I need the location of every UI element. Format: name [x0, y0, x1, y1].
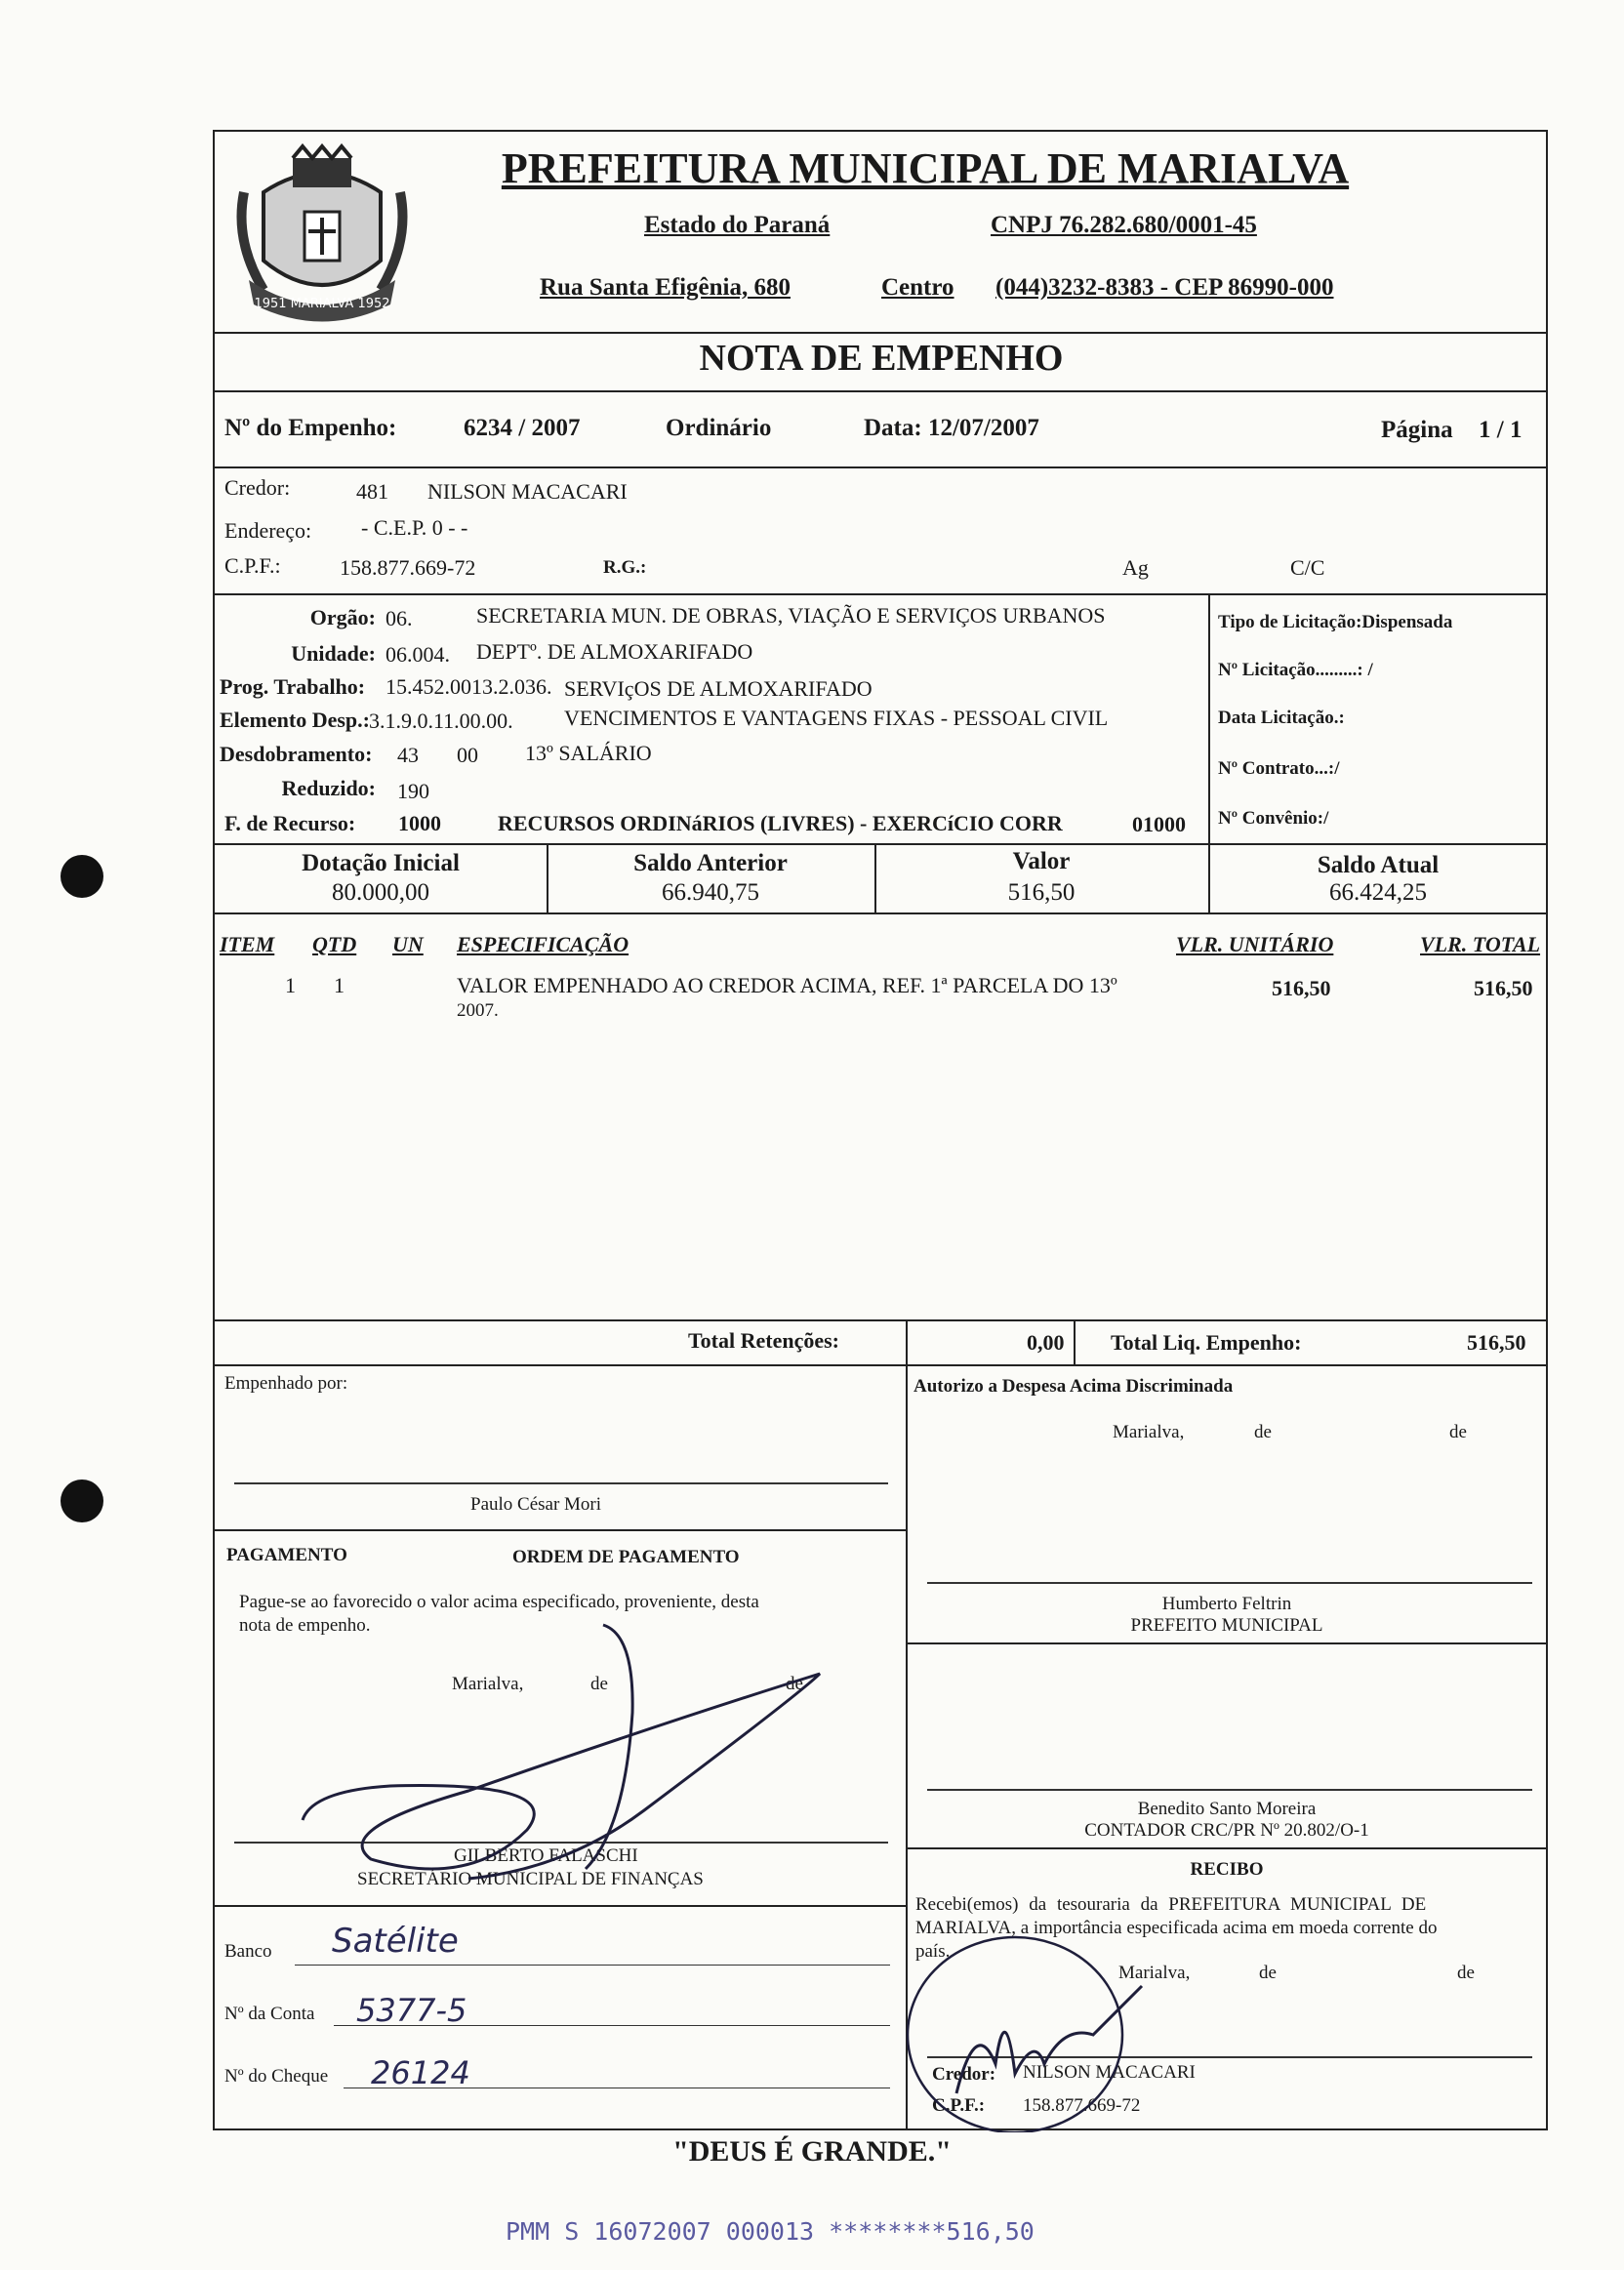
address-label: Endereço: — [224, 518, 312, 543]
cpf-value: 158.877.669-72 — [340, 555, 476, 580]
cpf-label: C.P.F.: — [224, 553, 281, 578]
recibo-de2: de — [1457, 1963, 1475, 1983]
col-total: VLR. TOTAL — [1420, 932, 1541, 956]
cheque-label: Nº do Cheque — [224, 2066, 329, 2087]
col-qtd: QTD — [312, 932, 357, 956]
pagamento-place: Marialva, — [452, 1674, 524, 1694]
recibo-line1: Recebi(emos) da tesouraria da PREFEITURA MUNICIPAL DE — [915, 1894, 1427, 1915]
row-spec-line2: 2007. — [457, 1000, 499, 1021]
row-total: 516,50 — [1474, 976, 1533, 1000]
liq-empenho-value: 516,50 — [1467, 1330, 1526, 1355]
recibo-de1: de — [1259, 1963, 1277, 1983]
autorizo-de2: de — [1449, 1422, 1467, 1442]
elemento-name: VENCIMENTOS E VANTAGENS FIXAS - PESSOAL CIVIL — [564, 706, 1109, 730]
credor-code: 481 — [356, 479, 388, 504]
row-qtd: 1 — [334, 973, 345, 997]
autorizo-place: Marialva, — [1113, 1422, 1185, 1442]
prog-code: 15.452.0013.2.036. — [386, 674, 552, 699]
pagamento-text-line2: nota de empenho. — [239, 1615, 371, 1636]
orgao-label: Orgão: — [309, 605, 376, 629]
recibo-place: Marialva, — [1118, 1963, 1191, 1983]
banco-value: Satélite — [332, 1922, 459, 1961]
licitacao-numero: Nº Licitação.........: / — [1218, 660, 1373, 680]
saldo-atual-value: 66.424,25 — [1329, 879, 1427, 906]
recibo-cpf-label: C.P.F.: — [932, 2095, 986, 2116]
pagamento-text-line1: Pague-se ao favorecido o valor acima especificado, proveniente, desta — [239, 1592, 759, 1612]
ordem-pagamento-label: ORDEM DE PAGAMENTO — [512, 1547, 740, 1567]
reduzido-label: Reduzido: — [281, 776, 376, 800]
empenho-type: Ordinário — [666, 415, 772, 441]
col-unit-price: VLR. UNITÁRIO — [1176, 932, 1334, 956]
valor-value: 516,50 — [1007, 879, 1076, 906]
desdobramento-a: 43 — [397, 743, 419, 767]
recibo-line2: MARIALVA, a importância especificada acima em moeda corrente do — [915, 1918, 1438, 1938]
recibo-cpf-value: 158.877.669-72 — [1023, 2095, 1141, 2116]
recibo-credor-name: NILSON MACACARI — [1023, 2062, 1196, 2083]
page-number: 1 / 1 — [1479, 417, 1522, 443]
recurso-code: 1000 — [398, 811, 441, 835]
punch-hole — [61, 855, 103, 898]
payment-stamp: PMM S 16072007 000013 ********516,50 — [506, 2217, 1035, 2246]
prefeito-name: Humberto Feltrin — [1161, 1594, 1292, 1614]
street-label: Rua Santa Efigênia, 680 — [540, 274, 791, 301]
page-label: Página — [1381, 417, 1453, 443]
recibo-line3: país. — [915, 1941, 951, 1962]
secretario-signature-icon — [273, 1576, 859, 1898]
empenho-number-label: Nº do Empenho: — [224, 415, 397, 441]
conta-value: 5377-5 — [356, 1992, 467, 2029]
punch-hole — [61, 1480, 103, 1522]
row-spec-line1: VALOR EMPENHADO AO CREDOR ACIMA, REF. 1ª PARCELA DO 13º — [457, 973, 1117, 997]
pagamento-label: PAGAMENTO — [226, 1545, 347, 1565]
unidade-code: 06.004. — [386, 642, 450, 667]
unidade-label: Unidade: — [291, 641, 376, 666]
conta-label: Nº da Conta — [224, 2004, 315, 2024]
banco-label: Banco — [224, 1941, 272, 1962]
district-label: Centro — [881, 274, 954, 301]
liq-empenho-label: Total Liq. Empenho: — [1111, 1330, 1302, 1355]
cnpj-label: CNPJ 76.282.680/0001-45 — [991, 212, 1257, 238]
desdobramento-label: Desdobramento: — [220, 742, 373, 766]
recibo-label: RECIBO — [1190, 1859, 1264, 1880]
retencoes-label: Total Retenções: — [688, 1328, 839, 1353]
desdobramento-b: 00 — [457, 743, 478, 767]
secretario-name: GILBERTO FALASCHI — [454, 1845, 638, 1866]
document-title: NOTA DE EMPENHO — [699, 338, 1064, 379]
cheque-value: 26124 — [371, 2054, 470, 2091]
contador-name: Benedito Santo Moreira — [1137, 1799, 1317, 1819]
convenio-numero: Nº Convênio:/ — [1218, 808, 1329, 829]
credor-name: NILSON MACACARI — [427, 479, 628, 504]
valor-label: Valor — [1012, 848, 1071, 874]
rg-label: R.G.: — [603, 557, 647, 578]
page-title: PREFEITURA MUNICIPAL DE MARIALVA — [501, 144, 1350, 192]
pagamento-de2: de — [786, 1674, 803, 1694]
unidade-name: DEPTº. DE ALMOXARIFADO — [476, 639, 753, 664]
orgao-name: SECRETARIA MUN. DE OBRAS, VIAÇÃO E SERVIÇOS URBANOS — [476, 603, 1106, 628]
recurso-extra: 01000 — [1132, 812, 1186, 836]
prog-label: Prog. Trabalho: — [220, 674, 366, 699]
dotacao-label: Dotação Inicial — [302, 850, 460, 876]
col-item: ITEM — [220, 932, 275, 956]
saldo-anterior-label: Saldo Anterior — [633, 850, 788, 876]
autorizo-de1: de — [1254, 1422, 1272, 1442]
contrato-numero: Nº Contrato...:/ — [1218, 758, 1340, 779]
recurso-label: F. de Recurso: — [224, 811, 356, 835]
elemento-code: 3.1.9.0.11.00.00. — [369, 709, 513, 733]
licitacao-data: Data Licitação.: — [1218, 708, 1345, 728]
credor-label: Credor: — [224, 475, 291, 500]
elemento-label: Elemento Desp.: — [220, 708, 370, 732]
empenho-number: 6234 / 2007 — [464, 415, 581, 441]
prog-name: SERVIçOS DE ALMOXARIFADO — [564, 676, 873, 701]
saldo-atual-label: Saldo Atual — [1317, 852, 1440, 878]
licitacao-tipo: Tipo de Licitação:Dispensada — [1218, 612, 1453, 632]
seal-text: 1951 MARIALVA 1952 — [254, 297, 390, 311]
empenhado-label: Empenhado por: — [224, 1373, 348, 1394]
phone-cep-label: (044)3232-8383 - CEP 86990-000 — [995, 274, 1334, 301]
desdobramento-name: 13º SALÁRIO — [525, 741, 652, 765]
row-unit-price: 516,50 — [1272, 976, 1331, 1000]
autorizo-label: Autorizo a Despesa Acima Discriminada — [914, 1376, 1234, 1397]
secretario-title: SECRETÁRIO MUNICIPAL DE FINANÇAS — [357, 1869, 704, 1889]
nota-de-empenho-form — [213, 130, 1548, 2130]
reduzido-value: 190 — [397, 779, 429, 803]
saldo-anterior-value: 66.940,75 — [662, 879, 759, 906]
address-value: - C.E.P. 0 - - — [361, 515, 468, 540]
empenho-date: Data: 12/07/2007 — [864, 415, 1039, 441]
prefeito-title: PREFEITO MUNICIPAL — [1130, 1615, 1323, 1636]
footer-motto: "DEUS É GRANDE." — [672, 2135, 952, 2168]
ag-label: Ag — [1122, 555, 1149, 580]
state-label: Estado do Paraná — [644, 212, 831, 238]
cc-label: C/C — [1290, 555, 1325, 580]
col-un: UN — [392, 932, 424, 956]
recibo-credor-label: Credor: — [932, 2064, 996, 2085]
pagamento-de1: de — [590, 1674, 608, 1694]
municipal-seal-icon — [224, 134, 420, 329]
row-item: 1 — [285, 973, 296, 997]
empenhado-signer: Paulo César Mori — [470, 1494, 602, 1515]
recurso-name: RECURSOS ORDINáRIOS (LIVRES) - EXERCíCIO CORR — [498, 811, 1063, 835]
dotacao-value: 80.000,00 — [332, 879, 429, 906]
retencoes-value: 0,00 — [1027, 1330, 1065, 1355]
contador-title: CONTADOR CRC/PR Nº 20.802/O-1 — [1084, 1820, 1369, 1841]
orgao-code: 06. — [386, 606, 413, 630]
credor-signature-icon — [898, 1918, 1191, 2132]
col-spec: ESPECIFICAÇÃO — [457, 932, 629, 956]
